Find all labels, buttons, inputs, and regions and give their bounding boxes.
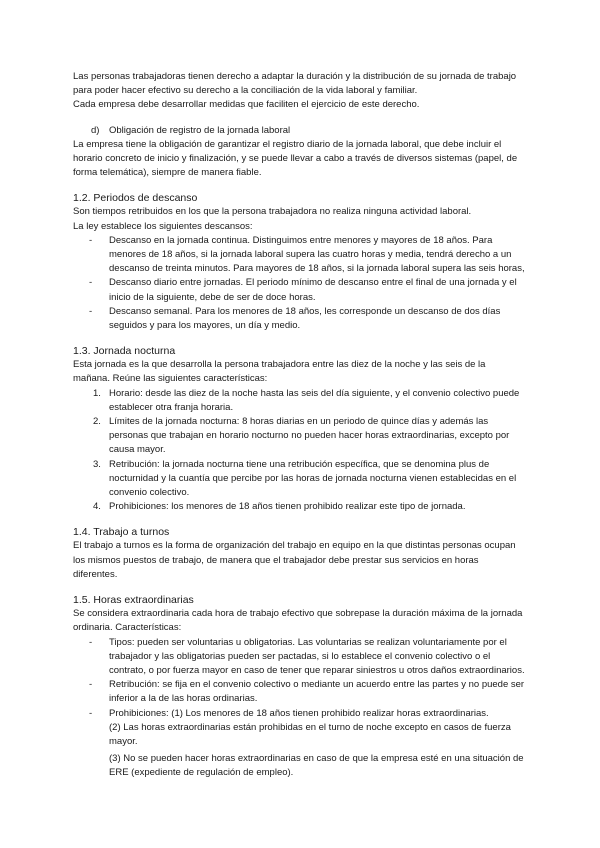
- list-item: - Descanso semanal. Para los menores de 18 años, les corresponde un descanso de dos días seguidos y para los mayores, un día y medio.: [89, 305, 525, 333]
- list-number: 1.: [93, 387, 101, 399]
- night-shift-list: [73, 387, 525, 515]
- section-heading: 1.3. Jornada nocturna: [73, 345, 176, 358]
- list-item: [93, 387, 525, 415]
- section-d-body: La empresa tiene la obligación de garantizar el registro diario de la jornada laboral, que debe incluir el horario concreto de inicio y finalización, y se puede llevar a cabo a través de diversos sistemas (papel, de forma telemática), siempre de manera fiable.: [73, 138, 518, 179]
- list-item: [93, 500, 525, 514]
- list-text: Prohibiciones: los menores de 18 años tienen prohibido realizar este tipo de jornada.: [109, 501, 466, 513]
- paragraph: Esta jornada es la que desarrolla la persona trabajadora entre las diez de la noche y las seis de la mañana. Reúne las siguientes características:: [73, 359, 486, 385]
- section-d-heading: [73, 124, 525, 138]
- section-1-2: [73, 191, 525, 333]
- list-number: 4.: [93, 501, 101, 513]
- list-text: Horario: desde las diez de la noche hasta las seis del día siguiente, y el convenio colectivo puede establecer otra franja horaria.: [109, 387, 520, 413]
- section-heading: 1.2. Periodos de descanso: [73, 192, 198, 205]
- prohibition-line: (2) Las horas extraordinarias están prohibidas en el turno de noche excepto en casos de fuerza mayor.: [109, 721, 511, 747]
- paragraph: El trabajo a turnos es la forma de organización del trabajo en equipo en la que distintas personas ocupan los mismos puestos de trabajo, de manera que el trabajador debe prestar sus servicios en horas diferentes.: [73, 540, 516, 580]
- intro-block: [73, 70, 525, 113]
- section-1-3: [73, 344, 525, 514]
- rest-periods-list: [73, 234, 525, 333]
- section-heading: 1.4. Trabajo a turnos: [73, 526, 170, 539]
- paragraph: Son tiempos retribuidos en los que la persona trabajadora no realiza ninguna actividad laboral.: [73, 206, 472, 218]
- paragraph: Se considera extraordinaria cada hora de trabajo efectivo que sobrepase la duración máxima de la jornada ordinaria. Características:: [73, 608, 523, 634]
- paragraph: La ley establece los siguientes descansos:: [73, 220, 253, 232]
- document-page: [73, 70, 525, 781]
- list-item: - Descanso diario entre jornadas. El periodo mínimo de descanso entre el final de una jornada y el inicio de la siguiente, debe de ser de doce horas.: [89, 276, 525, 304]
- list-number: 2.: [93, 416, 101, 428]
- list-item: [89, 707, 525, 781]
- section-d: [73, 124, 525, 181]
- section-heading: 1.5. Horas extraordinarias: [73, 594, 194, 607]
- list-item: - Retribución: se fija en el convenio colectivo o mediante un acuerdo entre las partes y no puede ser inferior a la de las horas ordinarias.: [89, 678, 525, 706]
- list-item: - Tipos: pueden ser voluntarias u obligatorias. Las voluntarias se realizan voluntariamente por el trabajador y las obligatorias pueden ser pactadas, si lo establece el convenio colectivo o el contrato, o por fuerza mayor en caso de tener que reparar siniestros u otros daños extraordinarios.: [89, 636, 525, 679]
- section-d-label: d): [91, 124, 100, 136]
- intro-paragraph: Cada empresa debe desarrollar medidas que faciliten el ejercicio de este derecho.: [73, 99, 420, 111]
- section-d-title: Obligación de registro de la jornada laboral: [109, 124, 291, 136]
- list-item: - Descanso en la jornada continua. Distinguimos entre menores y mayores de 18 años. Para menores de 18 años, si la jornada laboral supera las cuatro horas y media, tendrá derecho a un descanso de treinta minutos. Para mayores de 18 años, si la jornada laboral supera las seis horas,: [89, 234, 525, 277]
- overtime-list: [73, 636, 525, 781]
- list-text: Límites de la jornada nocturna: 8 horas diarias en un periodo de quince días y además las personas que trabajan en horario nocturno no pueden hacer horas extraordinarias, excepto por causa mayor.: [109, 416, 510, 456]
- list-text: Retribución: la jornada nocturna tiene una retribución específica, que se denomina plus de nocturnidad y la cuantía que percibe por las horas de jornada nocturna vienen establecidas en el convenio colectivo.: [109, 458, 517, 499]
- list-item: [93, 458, 525, 501]
- prohibition-line: - Prohibiciones: (1) Los menores de 18 años tienen prohibido realizar horas extraordinarias.: [109, 707, 489, 719]
- intro-paragraph: Las personas trabajadoras tienen derecho a adaptar la duración y la distribución de su jornada de trabajo para poder hacer efectivo su derecho a la conciliación de la vida laboral y familiar.: [73, 71, 517, 97]
- prohibition-line: (3) No se pueden hacer horas extraordinarias en caso de que la empresa esté en una situación de ERE (expediente de regulación de empleo).: [109, 753, 524, 779]
- list-item: [93, 415, 525, 458]
- section-1-4: [73, 525, 525, 582]
- list-number: 3.: [93, 458, 101, 470]
- section-1-5: [73, 593, 525, 780]
